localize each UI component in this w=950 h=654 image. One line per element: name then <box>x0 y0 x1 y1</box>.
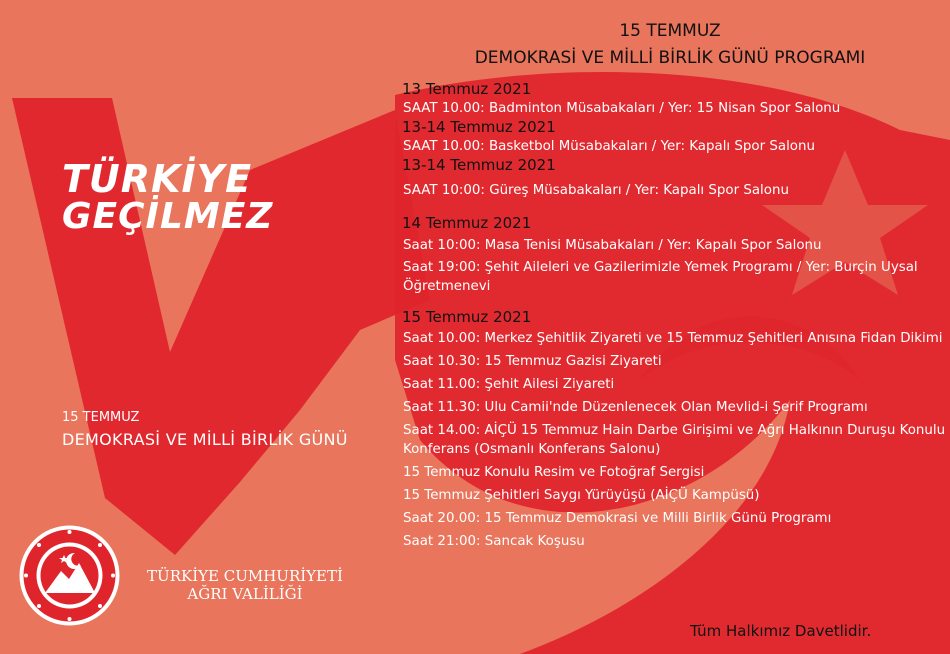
program-item: Saat 10.00: Merkez Şehitlik Ziyareti ve 15 Temmuz Şehitleri Anısına Fidan Dikimi <box>403 331 943 346</box>
program-day <box>402 80 947 118</box>
program-title-line-1: 15 TEMMUZ <box>619 21 721 41</box>
program-item: 15 Temmuz Konulu Resim ve Fotoğraf Sergisi <box>403 465 705 480</box>
day-heading: 13-14 Temmuz 2021 <box>402 156 556 174</box>
program-item: SAAT 10.00: Basketbol Müsabakaları / Yer: Kapalı Spor Salonu <box>403 139 815 154</box>
program-day <box>402 118 947 156</box>
program-item: Saat 14.00: AİÇÜ 15 Temmuz Hain Darbe Girişimi ve Ağrı Halkının Duruşu Konulu Konferans (Osmanlı Konferans Salonu) <box>403 423 946 457</box>
footer-invitation: Tüm Halkımız Davetlidir. <box>690 622 872 640</box>
program-day <box>402 308 947 551</box>
program-item: Saat 11.30: Ulu Camii'nde Düzenlenecek Olan Mevlid-i Şerif Programı <box>403 400 868 415</box>
program-item: 15 Temmuz Şehitleri Saygı Yürüyüşü (AİÇÜ Kampüsü) <box>403 488 760 503</box>
left-date: 15 TEMMUZ <box>62 410 140 425</box>
program-item: Saat 21:00: Sancak Koşusu <box>403 534 585 549</box>
program-day <box>402 214 947 296</box>
governorship-line-2: AĞRI VALİLİĞİ <box>187 585 303 603</box>
brand-line-2: GEÇİLMEZ <box>62 196 274 237</box>
program-item: Saat 11.00: Şehit Ailesi Ziyareti <box>403 377 615 392</box>
program-item: Saat 19:00: Şehit Aileleri ve Gazilerimizle Yemek Programı / Yer: Burçin Uysal Öğretmenevi <box>403 260 918 294</box>
program-item: Saat 10.30: 15 Temmuz Gazisi Ziyareti <box>403 354 662 369</box>
day-heading: 13 Temmuz 2021 <box>402 80 532 98</box>
program-item: Saat 10:00: Masa Tenisi Müsabakaları / Yer: Kapalı Spor Salonu <box>403 238 822 253</box>
program-title-line-2: DEMOKRASİ VE MİLLİ BİRLİK GÜNÜ PROGRAMI <box>474 48 866 68</box>
program-item: Saat 20.00: 15 Temmuz Demokrasi ve Milli Birlik Günü Programı <box>403 511 832 526</box>
governorship-seal-icon <box>17 523 122 628</box>
program-title <box>395 18 945 72</box>
brand-line-1: TÜRKİYE <box>62 157 253 201</box>
program-day <box>402 156 947 200</box>
left-title: DEMOKRASİ VE MİLLİ BİRLİK GÜNÜ <box>62 430 348 449</box>
day-heading: 14 Temmuz 2021 <box>402 214 532 232</box>
governorship-line-1: TÜRKİYE CUMHURİYETİ <box>147 567 343 585</box>
day-heading: 13-14 Temmuz 2021 <box>402 118 556 136</box>
program-item: SAAT 10:00: Güreş Müsabakaları / Yer: Kapalı Spor Salonu <box>403 183 789 198</box>
program-list <box>402 80 947 551</box>
governorship-name <box>130 567 360 603</box>
program-item: SAAT 10.00: Badminton Müsabakaları / Yer: 15 Nisan Spor Salonu <box>403 101 841 116</box>
day-heading: 15 Temmuz 2021 <box>402 308 532 326</box>
brand-slogan <box>62 157 274 237</box>
